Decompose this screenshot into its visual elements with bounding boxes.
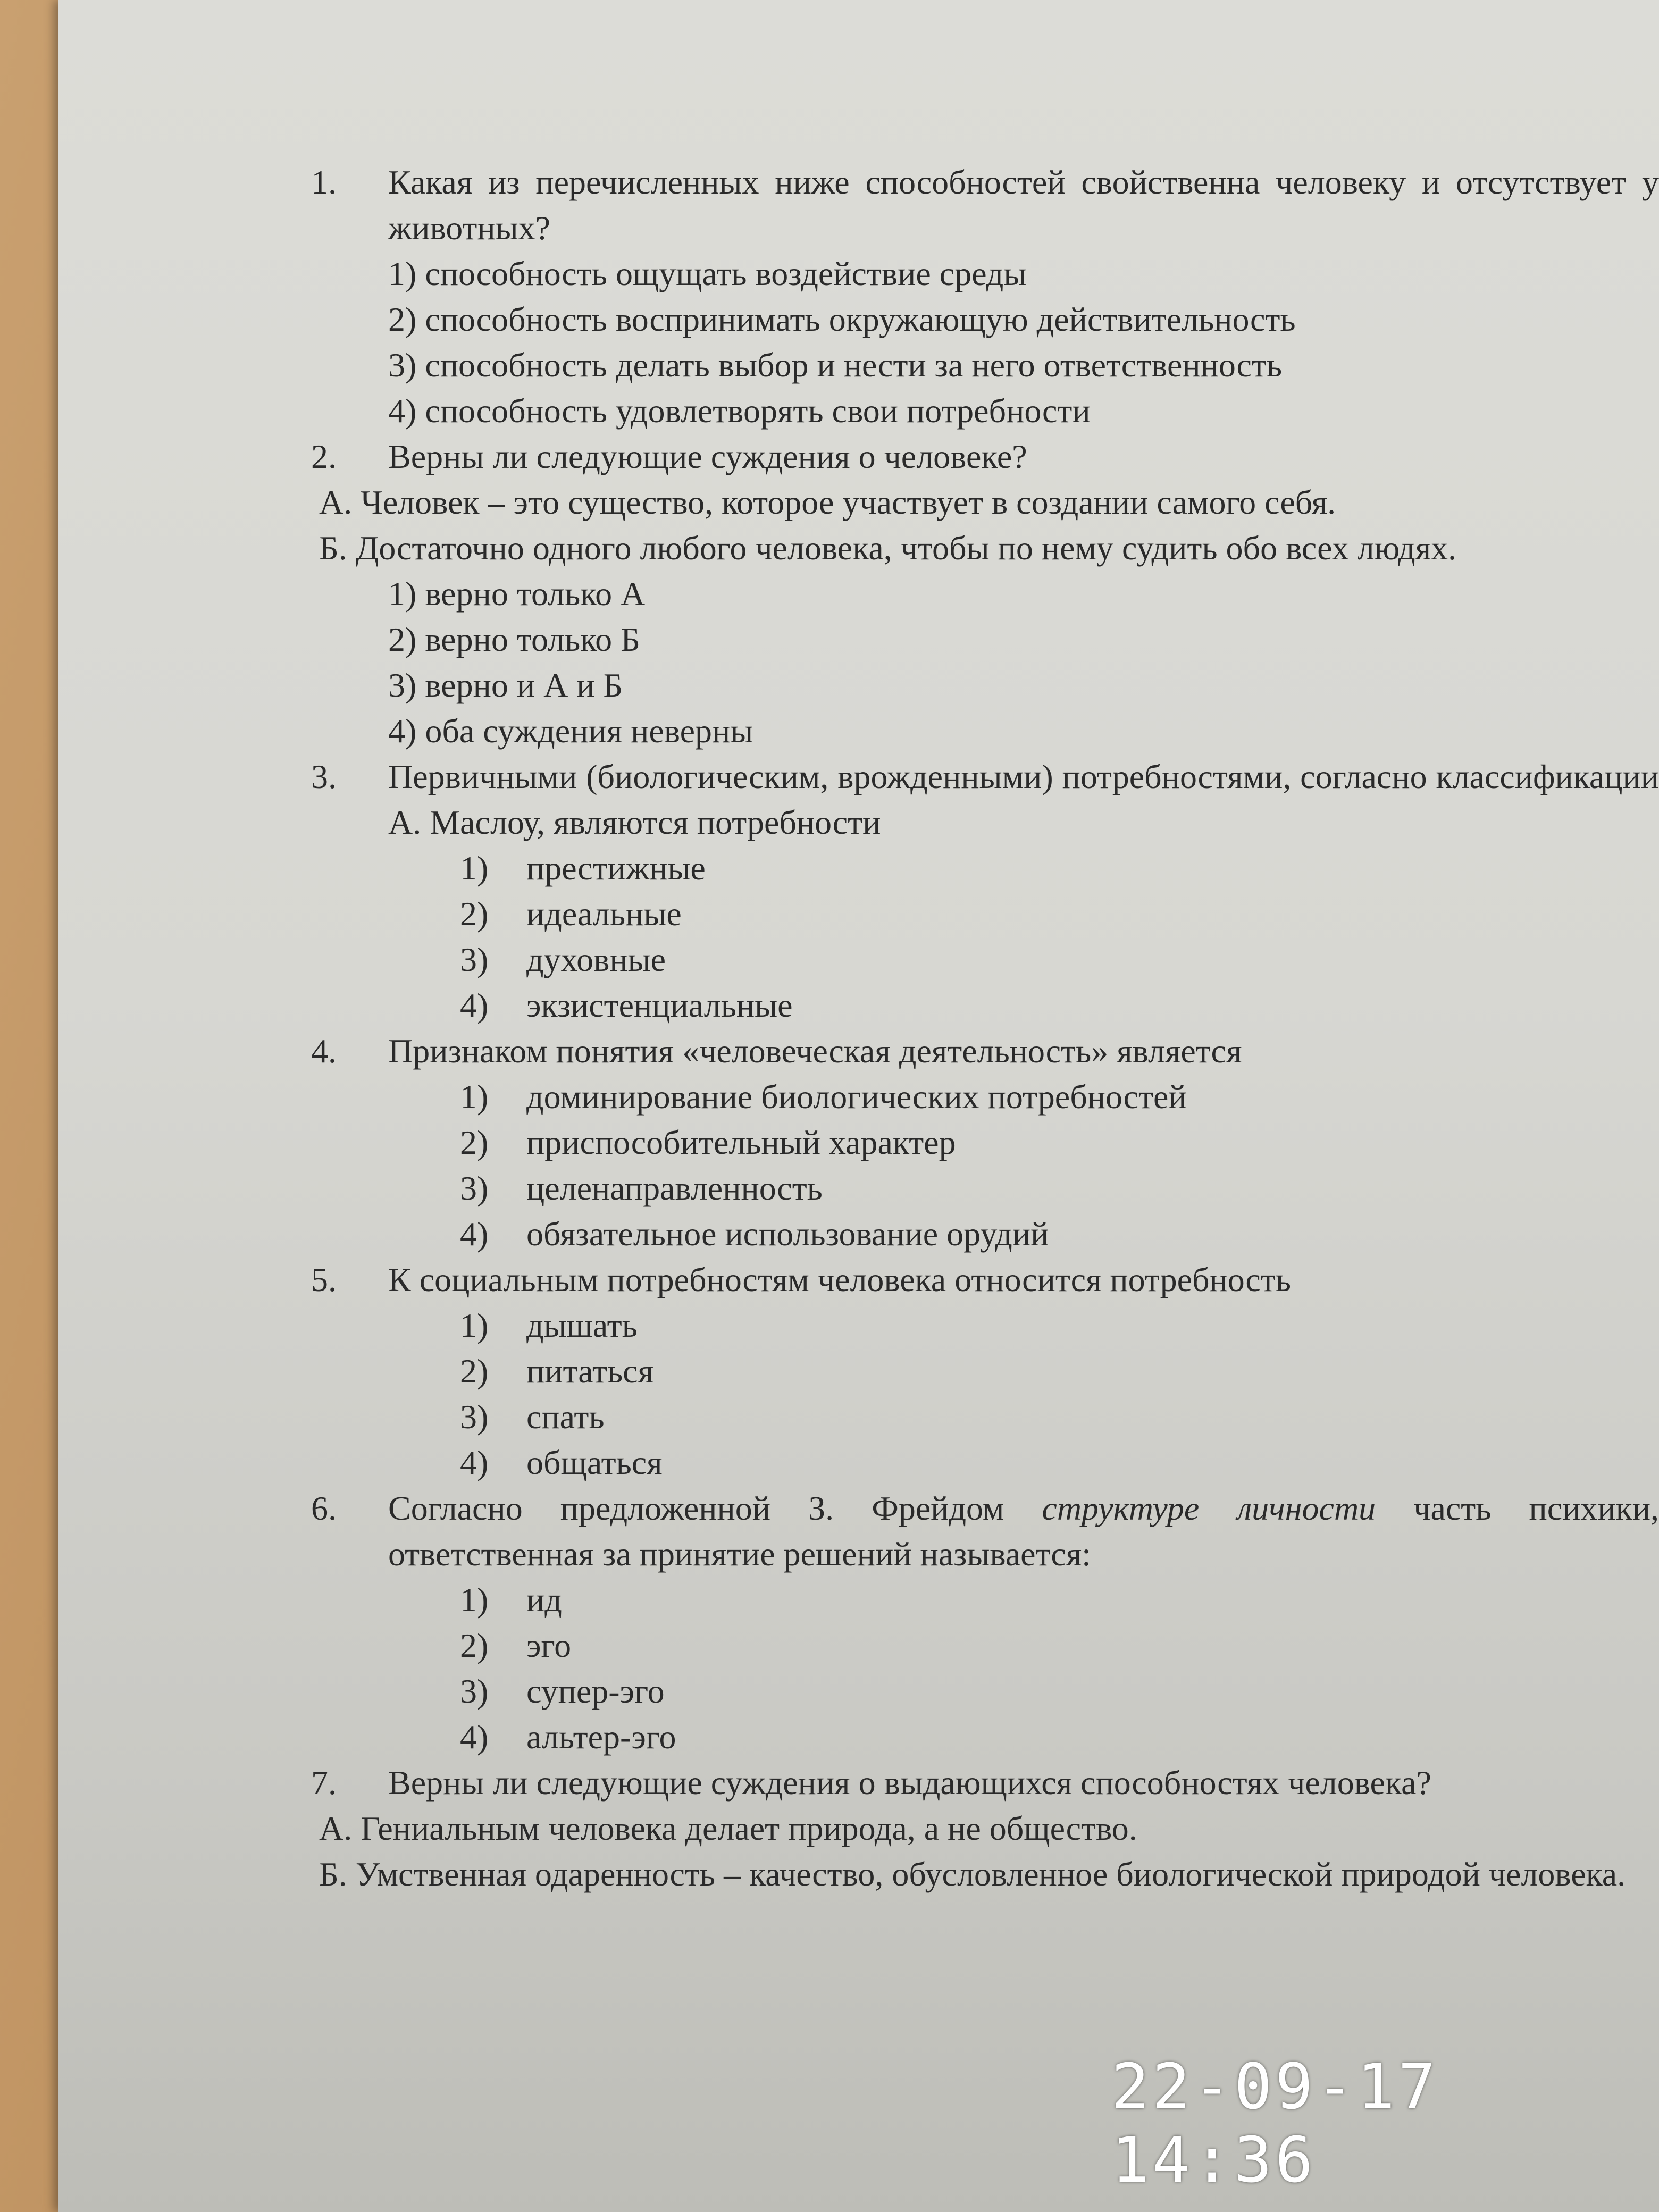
option [245,1120,1659,1166]
question-text: Признаком понятия «человеческая деятельность» является [388,1032,1242,1070]
option: 4) оба суждения неверны [388,712,753,750]
question-number: 4. [311,1032,337,1070]
option [245,845,1659,891]
question-text-italic: структуре личности [1042,1489,1376,1527]
option-number: 1) [460,849,489,887]
option [245,937,1659,983]
question-text: Верны ли следующие суждения о человеке? [388,438,1027,475]
judgment-a: А. Человек – это существо, которое участвует в создании самого себя. [319,483,1336,521]
question-text-start: Согласно предложенной З. Фрейдом [388,1489,1042,1527]
option-number: 2) [460,1627,489,1664]
option [245,1166,1659,1211]
option-text: спать [526,1398,605,1436]
question-5 [245,1257,1659,1303]
photo-timestamp: 22-09-17 14:36 [1111,2050,1439,2197]
option [245,983,1659,1028]
option-number: 2) [460,1352,489,1390]
option-number: 3) [460,941,489,978]
option-text: приспособительный характер [526,1124,956,1161]
option-text: ид [526,1581,562,1619]
option-text: духовные [526,941,666,978]
option: 3) верно и А и Б [388,666,623,704]
option-text: экзистенциальные [526,986,793,1024]
option [245,1714,1659,1760]
judgment-b: Б. Умственная одаренность – качество, обусловленное биологической природой человека. [319,1855,1626,1893]
question-2 [245,434,1659,480]
question-6 [245,1486,1659,1577]
option-number: 1) [460,1306,489,1344]
question-number: 1. [311,163,337,201]
option [245,1669,1659,1714]
test-content [245,160,1659,1897]
option [245,1394,1659,1440]
question-text: Первичными (биологическим, врожденными) потребностями, согласно классификации А. Маслоу, являются потребности [388,758,1659,841]
question-7 [245,1760,1659,1806]
option-number: 4) [460,1444,489,1481]
option-number: 4) [460,1215,489,1253]
option [245,1211,1659,1257]
option-number: 3) [460,1672,489,1710]
option-number: 3) [460,1398,489,1436]
option [245,1348,1659,1394]
option [245,1303,1659,1348]
option-number: 1) [460,1078,489,1116]
option-text: обязательное использование орудий [526,1215,1049,1253]
question-number: 7. [311,1764,337,1802]
question-text: Верны ли следующие суждения о выдающихся способностях человека? [388,1764,1431,1802]
paper-sheet [58,0,1659,2212]
option-text: дышать [526,1306,638,1344]
option: 1) верно только А [388,575,646,613]
question-text-end: часть психики, ответственная за принятие решений называется: [388,1489,1659,1573]
option [245,891,1659,937]
question-number: 3. [311,758,337,795]
option-text: питаться [526,1352,653,1390]
option [245,1440,1659,1486]
question-number: 2. [311,438,337,475]
option-number: 2) [460,895,489,933]
option-number: 4) [460,1718,489,1756]
option [245,1623,1659,1669]
option-text: общаться [526,1444,663,1481]
option: 3) способность делать выбор и нести за него ответственность [388,346,1283,384]
judgment-b: Б. Достаточно одного любого человека, чтобы по нему судить обо всех людях. [319,529,1457,567]
option-number: 2) [460,1124,489,1161]
option-text: супер-эго [526,1672,665,1710]
option: 2) способность воспринимать окружающую действительность [388,300,1296,338]
question-4 [245,1028,1659,1074]
option: 4) способность удовлетворять свои потребности [388,392,1091,430]
option-text: эго [526,1627,572,1664]
option-number: 3) [460,1169,489,1207]
option-text: доминирование биологических потребностей [526,1078,1187,1116]
option-text: альтер-эго [526,1718,676,1756]
option-number: 1) [460,1581,489,1619]
question-3 [245,754,1659,845]
option-text: идеальные [526,895,682,933]
question-text: Какая из перечисленных ниже способностей свойственна человеку и отсутствует у животных? [388,163,1659,247]
option: 2) верно только Б [388,621,640,658]
option-text: престижные [526,849,706,887]
option [245,1577,1659,1623]
judgment-a: А. Гениальным человека делает природа, а не общество. [319,1809,1137,1847]
question-number: 5. [311,1261,337,1298]
option: 1) способность ощущать воздействие среды [388,255,1027,292]
question-number: 6. [311,1489,337,1527]
option [245,1074,1659,1120]
question-1 [245,160,1659,251]
option-number: 4) [460,986,489,1024]
option-text: целенаправленность [526,1169,823,1207]
question-text: К социальным потребностям человека относится потребность [388,1261,1291,1298]
